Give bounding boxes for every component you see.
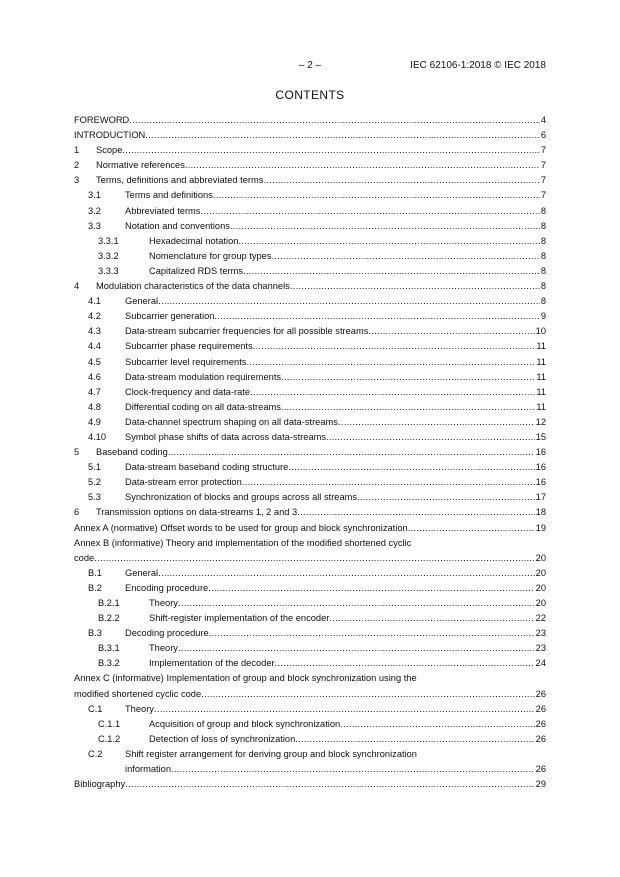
toc-dot-leader (145, 128, 540, 143)
toc-entry-title: Differential coding on all data-streams (125, 401, 281, 412)
toc-entry[interactable] (74, 611, 546, 626)
toc-dot-leader (340, 717, 534, 732)
table-of-contents (74, 113, 546, 792)
toc-entry[interactable] (74, 158, 546, 173)
toc-page-number: 8 (540, 296, 546, 307)
toc-entry-number: 5.2 (88, 477, 101, 488)
toc-entry-title: Decoding procedure (125, 628, 209, 639)
toc-entry[interactable] (74, 128, 546, 143)
toc-entry[interactable] (74, 264, 546, 279)
toc-entry[interactable] (74, 249, 546, 264)
toc-page-number: 20 (535, 567, 546, 578)
toc-page-number: 8 (540, 220, 546, 231)
toc-dot-leader (263, 173, 539, 188)
toc-entry-title: Data-channel spectrum shaping on all data-streams (125, 416, 338, 427)
toc-entry[interactable] (74, 279, 546, 294)
toc-dot-leader (281, 400, 535, 415)
toc-page-number: 7 (540, 175, 546, 186)
toc-entry-title: Data-stream error protection (125, 477, 242, 488)
toc-entry-title: Baseband coding (96, 447, 168, 458)
toc-dot-leader (288, 460, 534, 475)
toc-page-number: 8 (540, 235, 546, 246)
toc-entry-number: B.2 (88, 582, 102, 593)
toc-entry[interactable] (74, 536, 546, 566)
toc-entry-number: 1 (74, 145, 80, 156)
toc-dot-leader (290, 279, 540, 294)
toc-entry[interactable] (74, 370, 546, 385)
toc-entry-title: Symbol phase shifts of data across data-streams (125, 431, 327, 442)
toc-dot-leader (178, 641, 535, 656)
toc-entry[interactable] (74, 385, 546, 400)
toc-entry-title: Normative references (96, 160, 185, 171)
toc-page-number: 10 (535, 326, 546, 337)
toc-dot-leader (238, 234, 539, 249)
toc-entry-title: Shift-register implementation of the encoder (149, 613, 330, 624)
toc-entry-title: Abbreviated terms (125, 205, 201, 216)
toc-entry-title-continued: code (74, 552, 95, 563)
toc-entry-number: 5.1 (88, 462, 101, 473)
toc-page-number: 11 (536, 401, 546, 412)
toc-entry-number: B.2.2 (98, 613, 120, 624)
toc-dot-leader (250, 385, 535, 400)
toc-dot-leader (368, 324, 534, 339)
toc-dot-leader (275, 656, 535, 671)
toc-entry[interactable] (74, 596, 546, 611)
toc-page-number: 8 (540, 281, 546, 292)
toc-entry-number: 2 (74, 160, 80, 171)
toc-entry[interactable] (74, 581, 546, 596)
toc-entry-title: Implementation of the decoder (149, 658, 275, 669)
toc-entry-number: 4.8 (88, 401, 101, 412)
toc-entry-number: 4.5 (88, 356, 101, 367)
toc-page-number: 7 (540, 190, 546, 201)
toc-page-number: 26 (535, 703, 546, 714)
toc-entry-number: 4.7 (88, 386, 101, 397)
toc-entry-number: C.1.2 (98, 733, 121, 744)
toc-entry[interactable] (74, 143, 546, 158)
toc-entry[interactable] (74, 732, 546, 747)
toc-dot-leader (408, 521, 535, 536)
toc-entry-title: Subcarrier phase requirements (125, 341, 253, 352)
toc-page-number: 11 (536, 356, 546, 367)
toc-entry[interactable] (74, 671, 546, 701)
toc-entry-number: 4.10 (88, 431, 107, 442)
toc-entry[interactable] (74, 521, 546, 536)
toc-entry-number: 4.6 (88, 371, 101, 382)
toc-dot-leader (154, 702, 535, 717)
toc-entry-number: C.2 (88, 748, 103, 759)
toc-entry[interactable] (74, 641, 546, 656)
toc-entry-title: Data-stream modulation requirements (125, 371, 282, 382)
toc-page-number: 8 (540, 205, 546, 216)
toc-dot-leader (357, 490, 535, 505)
toc-entry-number: 5.3 (88, 492, 101, 503)
toc-entry-title: Capitalized RDS terms (149, 265, 244, 276)
toc-entry-title: Hexadecimal notation (149, 235, 239, 246)
toc-entry[interactable] (74, 355, 546, 370)
toc-page-number: 8 (540, 265, 546, 276)
toc-entry-title-continued: information (125, 764, 171, 775)
toc-entry-title: General (125, 567, 159, 578)
toc-page-number: 16 (535, 447, 546, 458)
toc-dot-leader (158, 294, 540, 309)
toc-page-number: 16 (535, 462, 546, 473)
toc-dot-leader (253, 339, 536, 354)
toc-dot-leader (200, 204, 539, 219)
toc-entry[interactable] (74, 717, 546, 732)
toc-page-number: 19 (535, 522, 546, 533)
toc-entry-title: Theory (149, 598, 178, 608)
toc-entry-title: Encoding procedure (125, 582, 209, 593)
toc-page-number: 11 (536, 386, 546, 397)
toc-dot-leader (246, 355, 535, 370)
toc-entry-number: B.3.1 (98, 643, 120, 654)
toc-entry-number: 4.4 (88, 341, 101, 352)
toc-dot-leader (168, 445, 535, 460)
toc-page-number: 22 (535, 613, 546, 624)
toc-entry[interactable] (74, 430, 546, 445)
toc-entry-number: 4 (74, 281, 80, 292)
toc-dot-leader (214, 309, 539, 324)
toc-entry[interactable] (74, 475, 546, 490)
toc-entry[interactable] (74, 204, 546, 219)
toc-dot-leader (329, 611, 534, 626)
toc-entry-title: INTRODUCTION (74, 130, 146, 141)
toc-page-number: 12 (535, 416, 546, 427)
toc-entry-number: 4.9 (88, 416, 101, 427)
toc-entry[interactable] (74, 490, 546, 505)
toc-entry-title: Annex B (informative) Theory and implementation of the modified shortened cyclic (74, 537, 412, 548)
toc-entry-number: 3.2 (88, 205, 101, 216)
toc-page-number: 23 (535, 643, 546, 654)
toc-entry[interactable] (74, 415, 546, 430)
toc-page-number: 6 (540, 130, 546, 141)
toc-dot-leader (281, 370, 535, 385)
standard-reference: IEC 62106-1:2018 © IEC 2018 (410, 60, 546, 71)
toc-entry[interactable] (74, 113, 546, 128)
toc-entry-title: FOREWORD (74, 115, 130, 125)
toc-dot-leader (94, 551, 534, 566)
toc-page-number: 18 (535, 507, 546, 518)
toc-page-number: 7 (540, 160, 546, 171)
toc-entry-title: Data-stream baseband coding structure (125, 462, 289, 473)
toc-dot-leader (158, 566, 535, 581)
toc-entry-number: B.3 (88, 628, 102, 639)
toc-entry-title: Theory (149, 643, 178, 654)
toc-entry-title: Synchronization of blocks and groups across all streams (125, 492, 358, 503)
toc-entry-title: Transmission options on data-streams 1, 2 and 3 (96, 507, 298, 518)
toc-page-number: 11 (536, 341, 546, 352)
toc-page-number: 9 (540, 311, 546, 322)
page-number: – 2 – (298, 60, 322, 71)
toc-entry-title: Subcarrier generation (125, 311, 215, 322)
toc-entry-number: C.1 (88, 703, 103, 714)
toc-page-number: 7 (540, 145, 546, 156)
toc-dot-leader (185, 158, 540, 173)
toc-page-number: 11 (536, 371, 546, 382)
toc-dot-leader (171, 762, 535, 777)
toc-entry-number: 3.3.2 (98, 250, 119, 261)
toc-entry-number: 4.1 (88, 296, 101, 307)
toc-entry-title: Shift register arrangement for deriving group and block synchronization (125, 748, 417, 759)
toc-entry[interactable] (74, 324, 546, 339)
toc-page-number: 15 (535, 431, 546, 442)
toc-dot-leader (213, 188, 540, 203)
toc-entry-title: Acquisition of group and block synchronization (149, 718, 341, 729)
toc-entry-number: 3.1 (88, 190, 101, 201)
toc-entry[interactable] (74, 339, 546, 354)
toc-entry-number: 3.3.3 (98, 265, 119, 276)
toc-dot-leader (295, 732, 534, 747)
toc-dot-leader (271, 249, 539, 264)
toc-page-number: 20 (535, 582, 546, 593)
toc-entry-number: B.1 (88, 567, 102, 578)
toc-entry-title: Theory (125, 703, 154, 714)
toc-page-number: 20 (535, 598, 546, 608)
toc-entry[interactable] (74, 309, 546, 324)
toc-entry[interactable] (74, 219, 546, 234)
toc-entry-title: Scope (96, 145, 123, 156)
toc-page-number: 26 (535, 733, 546, 744)
toc-page-number: 16 (535, 477, 546, 488)
toc-entry[interactable] (74, 294, 546, 309)
toc-entry[interactable] (74, 656, 546, 671)
toc-entry[interactable] (74, 505, 546, 520)
toc-dot-leader (201, 687, 535, 702)
page-title: CONTENTS (275, 88, 345, 102)
toc-entry-title: Clock-frequency and data-rate (125, 386, 251, 397)
toc-page-number: 29 (535, 779, 546, 790)
toc-dot-leader (178, 596, 535, 611)
toc-entry[interactable] (74, 777, 546, 792)
toc-dot-leader (243, 264, 540, 279)
toc-page-number: 4 (540, 115, 546, 125)
toc-entry[interactable] (74, 702, 546, 717)
toc-page-number: 17 (535, 492, 546, 503)
toc-entry[interactable] (74, 234, 546, 249)
toc-dot-leader (297, 505, 534, 520)
toc-entry-number: B.3.2 (98, 658, 120, 669)
toc-dot-leader (125, 777, 534, 792)
toc-entry-number: 5 (74, 447, 80, 458)
toc-dot-leader (326, 430, 535, 445)
toc-entry-number: 6 (74, 507, 80, 518)
toc-entry-number: 3.3.1 (98, 235, 119, 246)
toc-page-number: 26 (535, 718, 546, 729)
toc-page-number: 8 (540, 250, 546, 261)
toc-entry[interactable] (74, 445, 546, 460)
toc-dot-leader (230, 219, 540, 234)
toc-page-number: 26 (535, 764, 546, 775)
toc-entry-number: 4.3 (88, 326, 101, 337)
toc-entry-title: Subcarrier level requirements (125, 356, 247, 367)
toc-entry-number: 3 (74, 175, 80, 186)
toc-entry[interactable] (74, 566, 546, 581)
toc-page-number: 26 (535, 688, 546, 699)
toc-dot-leader (208, 581, 534, 596)
toc-entry-title: Terms and definitions (125, 190, 213, 201)
toc-entry[interactable] (74, 626, 546, 641)
toc-entry-title: Nomenclature for group types (149, 250, 272, 261)
toc-entry-title: Terms, definitions and abbreviated terms (96, 175, 264, 186)
toc-page-number: 24 (535, 658, 546, 669)
toc-entry-number: C.1.1 (98, 718, 121, 729)
toc-entry-number: B.2.1 (98, 598, 120, 608)
toc-entry-title: Modulation characteristics of the data channels (96, 281, 290, 292)
toc-entry[interactable] (74, 747, 546, 777)
toc-dot-leader (122, 143, 539, 158)
toc-entry-title: Bibliography (74, 779, 126, 790)
toc-entry[interactable] (74, 460, 546, 475)
toc-page-number: 20 (535, 552, 546, 563)
toc-entry-number: 3.3 (88, 220, 101, 231)
toc-entry-title: Data-stream subcarrier frequencies for all possible streams (125, 326, 369, 337)
toc-dot-leader (338, 415, 535, 430)
toc-entry-title: General (125, 296, 159, 307)
toc-dot-leader (242, 475, 535, 490)
toc-entry-title: Annex A (normative) Offset words to be used for group and block synchronization (74, 522, 408, 533)
toc-entry[interactable] (74, 173, 546, 188)
toc-entry-title: Notation and conventions (125, 220, 230, 231)
toc-entry-number: 4.2 (88, 311, 101, 322)
toc-dot-leader (129, 113, 540, 128)
toc-entry[interactable] (74, 400, 546, 415)
toc-page-number: 23 (535, 628, 546, 639)
toc-dot-leader (209, 626, 535, 641)
toc-entry-title: Detection of loss of synchronization (149, 733, 296, 744)
toc-entry-title-continued: modified shortened cyclic code (74, 688, 202, 699)
toc-entry[interactable] (74, 188, 546, 203)
toc-entry-title: Annex C (informative) Implementation of group and block synchronization using the (74, 673, 417, 684)
